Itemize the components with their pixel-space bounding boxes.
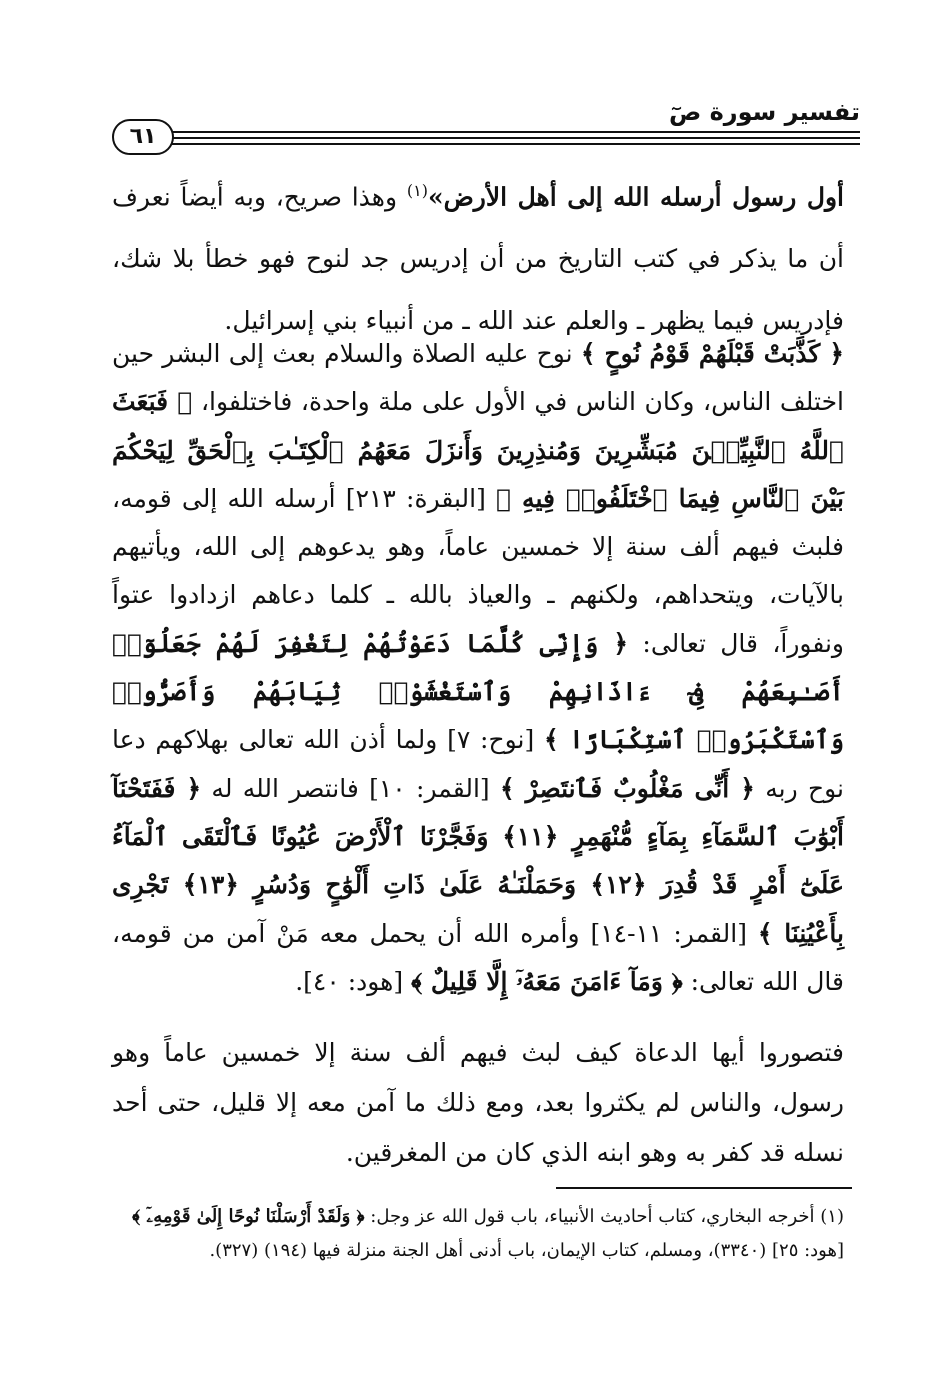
paragraph-2-text-1: نوح عليه الصلاة والسلام بعث إلى البشر حين اختلف الناس، وكان الناس في الأول على ملة واحدة، فاختلفوا، xyxy=(112,339,844,417)
paragraph-1 xyxy=(112,160,844,352)
quran-verse-1: ﴿ كَذَّبَتْ قَبْلَهُمْ قَوْمُ نُوحٍ ﴾ xyxy=(580,339,844,368)
footnote-line-2: [هود: ٢٥] (٣٣٤٠)، ومسلم، كتاب الإيمان، باب أدنى أهل الجنة منزلة فيها (١٩٤) (٣٢٧). xyxy=(209,1240,844,1261)
paragraph-2 xyxy=(112,330,844,1006)
paragraph-2-text-4: [القمر: ١٠] فانتصر الله له xyxy=(201,773,500,803)
quran-verse-3: ﴿ وَإِنِّى كُلَّمَا دَعَوْتُهُمْ لِتَغْفِرَ لَهُمْ جَعَلُوٓا۟ أَصَـٰبِعَهُمْ فِىٓ ءَاذَانِهِمْ وَٱسْتَغْشَوْا۟ ثِيَابَهُمْ وَأَصَرُّوا۟ وَٱسْتَكْبَرُوا۟ ٱسْتِكْبَارًا ﴾ xyxy=(112,628,844,755)
footnote-reference: (١) xyxy=(406,181,428,200)
paragraph-3: فتصوروا أيها الدعاة كيف لبث فيهم ألف سنة إلا خمسين عاماً وهو رسول، والناس لم يكثروا بعد، ومع ذلك ما آمن معه إلا قليل، حتى أحد نسله قد كفر به وهو ابنه الذي كان من المغرقين. xyxy=(112,1038,844,1167)
paragraph-2-text-2: [البقرة: ٢١٣] أرسله الله إلى قومه، فلبث فيهم ألف سنة إلا خمسين عاماً، وهو يدعوهم إلى الله، ويأتيهم بالآيات، ويتحداهم، ولكنهم ـ والعياذ بالله ـ كلما دعاهم ازدادوا عتواً ونفوراً، قال تعالى: xyxy=(112,483,845,658)
bold-quote: أول رسول أرسله الله إلى أهل الأرض» xyxy=(427,182,844,212)
quran-verse-6: ﴿ وَمَآ ءَامَنَ مَعَهُۥٓ إِلَّا قَلِيلٌ ﴾ xyxy=(411,966,683,996)
quran-verse-4: ﴿ أَنِّى مَغْلُوبٌ فَٱنتَصِرْ ﴾ xyxy=(499,773,755,803)
paragraph-2-text-3: [نوح: ٧] ولما أذن الله تعالى بهلاكهم دعا نوح ربه xyxy=(112,725,844,803)
page-header-title: تفسير سورة صٓ xyxy=(668,98,860,126)
page-number: ٦١ xyxy=(112,119,174,155)
quran-verse-2: ﴿ فَبَعَثَ ٱللَّهُ ٱلنَّبِيِّـۧنَ مُبَشِّرِينَ وَمُنذِرِينَ وَأَنزَلَ مَعَهُمُ ٱلْكِتَـٰبَ بِٱلْحَقِّ لِيَحْكُمَ بَيْنَ ٱلنَّاسِ فِيمَا ٱخْتَلَفُوا۟ فِيهِ ﴾ xyxy=(112,387,844,513)
header-rule-3 xyxy=(172,143,860,145)
paragraph-1-text: وهذا صريح، وبه أيضاً نعرف أن ما يذكر في كتب التاريخ من أن إدريس جد لنوح فهو خطأ بلا شك، فإدريس فيما يظهر ـ والعلم عند الله ـ من أنبياء بني إسرائيل. xyxy=(112,182,844,336)
header-rule-2 xyxy=(172,137,860,139)
paragraph-2-text-5: [القمر: ١١-١٤] وأمره الله أن يحمل معه مَنْ آمن من قومه، قال الله تعالى: xyxy=(112,918,844,996)
footnote xyxy=(112,1200,844,1268)
footnote-line-1: (١) أخرجه البخاري، كتاب أحاديث الأنبياء، باب قول الله عز وجل: xyxy=(364,1206,844,1227)
header-rule-1 xyxy=(172,131,860,133)
paragraph-2-text-6: [هود: ٤٠]. xyxy=(295,966,412,996)
quran-verse-5: ﴿ فَفَتَحْنَآ أَبْوَٰبَ ٱلسَّمَآءِ بِمَآءٍ مُّنْهَمِرٍ ﴿١١﴾ وَفَجَّرْنَا ٱلْأَرْضَ عُيُونًا فَٱلْتَقَى ٱلْمَآءُ عَلَىٰٓ أَمْرٍ قَدْ قُدِرَ ﴿١٢﴾ وَحَمَلْنَـٰهُ عَلَىٰ ذَاتِ أَلْوَٰحٍ وَدُسُرٍ ﴿١٣﴾ تَجْرِى بِأَعْيُنِنَا ﴾ xyxy=(112,773,845,948)
footnote-quran: ﴿ وَلَقَدْ أَرْسَلْنَا نُوحًا إِلَىٰ قَوْمِهِۦٓ ﴾ xyxy=(132,1206,365,1227)
footnote-separator xyxy=(556,1187,852,1189)
